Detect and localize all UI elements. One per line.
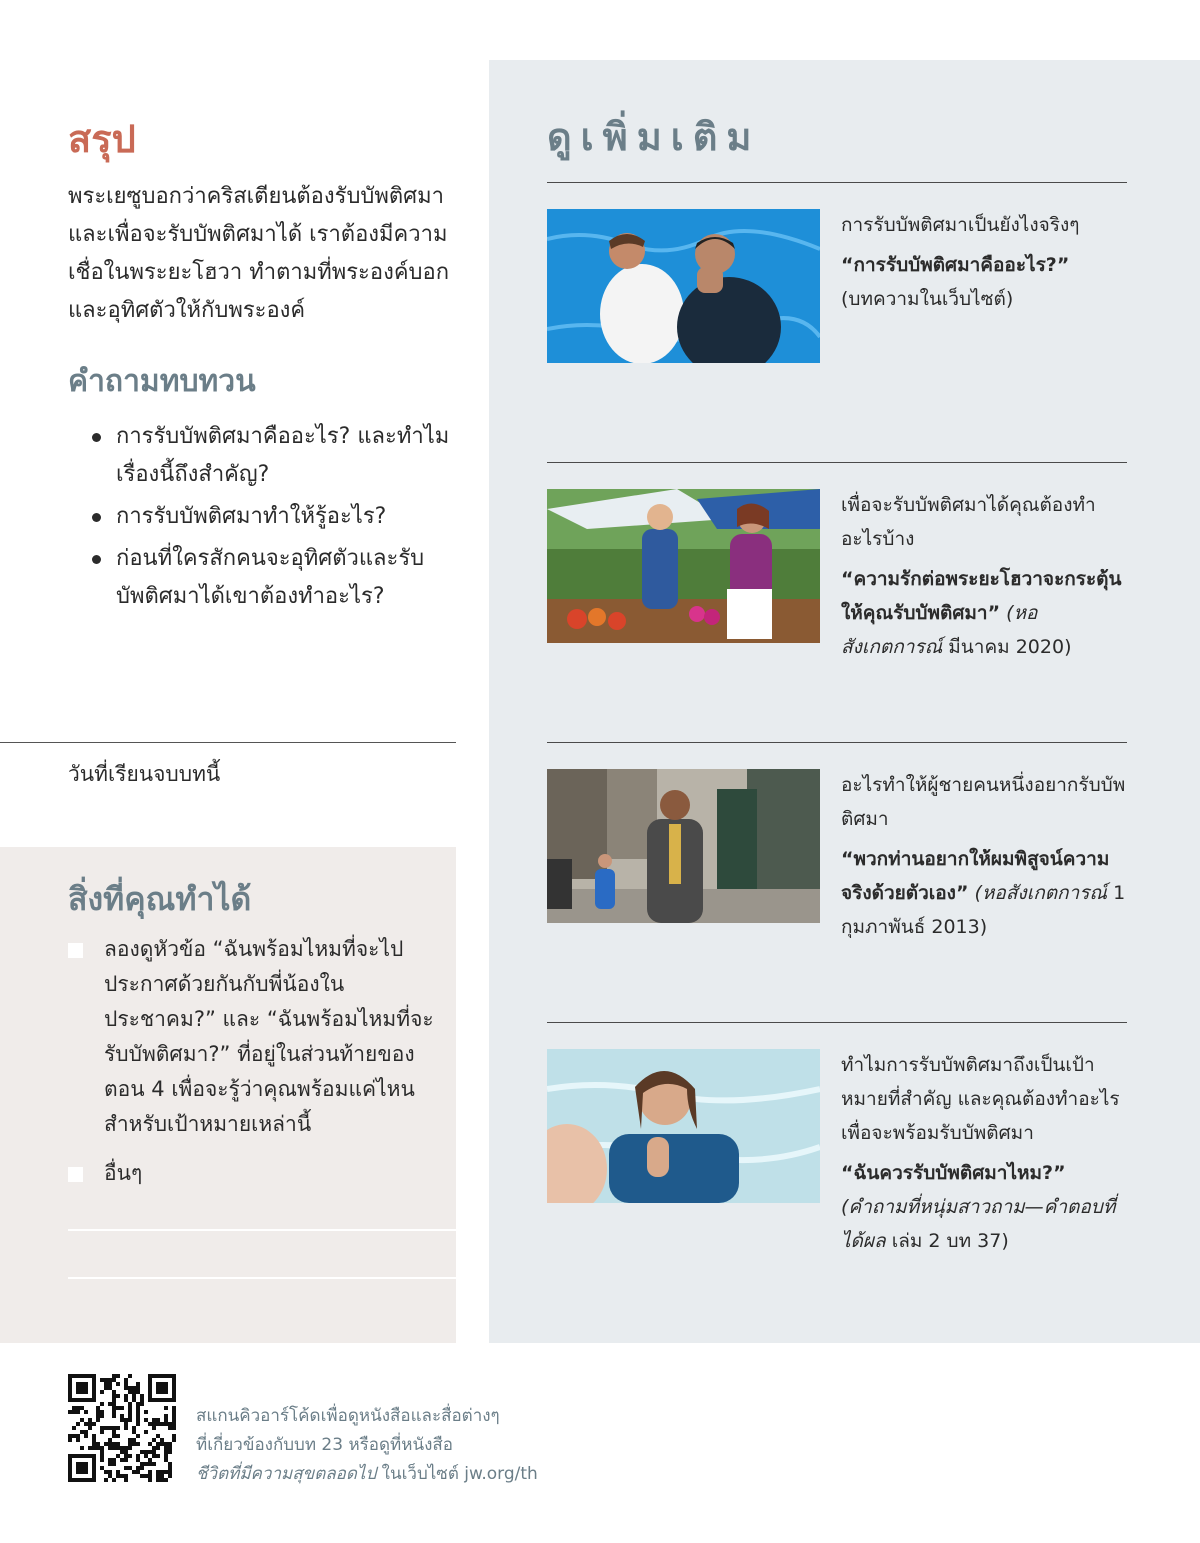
checkbox-icon[interactable] (68, 943, 83, 958)
market-conversation-photo (547, 489, 820, 643)
reference-title: “ฉันควรรับบัพติศมาไหม?” (841, 1162, 1066, 1184)
see-more-item-reference[interactable] (841, 1156, 1131, 1258)
summary-text: พระเยซูบอกว่าคริสเตียนต้องรับบัพติศมา และเพื่อจะรับบัพติศมาได้ เราต้องมีความเชื่อในพระยะโฮวา ทำตามที่พระองค์บอก และอุทิศตัวให้กับพระองค์ (68, 184, 450, 323)
see-more-title: ดูเพิ่มเติม (547, 115, 761, 159)
write-in-line (68, 1229, 456, 1231)
reference-title: “การรับบัพติศมาคืออะไร?” (841, 254, 1070, 276)
footer-text (196, 1402, 616, 1489)
write-in-line (68, 1277, 456, 1279)
section-divider (547, 742, 1127, 743)
action-item (68, 1156, 448, 1191)
footer-book-title[interactable]: ชีวิตที่มีความสุขตลอดไป (196, 1464, 377, 1484)
see-more-item (841, 1048, 1131, 1258)
review-question: การรับบัพติศมาคืออะไร? และทำไมเรื่องนี้ถึงสำคัญ? (92, 418, 452, 494)
reference-source-tail: เล่ม 2 บท 37) (885, 1230, 1009, 1252)
see-more-item (841, 208, 1131, 316)
footer-line-2: ที่เกี่ยวข้องกับบท 23 หรือดูที่หนังสือ (196, 1435, 453, 1455)
section-divider (547, 462, 1127, 463)
see-more-item-description: อะไรทำให้ผู้ชายคนหนึ่งอยากรับบัพติศมา (841, 774, 1126, 830)
completion-date-rule (0, 742, 456, 743)
see-more-item-description: ทำไมการรับบัพติศมาถึงเป็นเป้าหมายที่สำคัญ และคุณต้องทำอะไรเพื่อจะพร้อมรับบัพติศมา (841, 1054, 1120, 1144)
city-street-man-photo (547, 769, 820, 923)
section-divider (547, 1022, 1127, 1023)
reference-source-tail: มีนาคม 2020) (942, 636, 1072, 658)
actions-title: สิ่งที่คุณทำได้ (68, 880, 252, 918)
summary-title: สรุป (68, 117, 136, 161)
review-question: การรับบัพติศมาทำให้รู้อะไร? (92, 498, 452, 536)
see-more-item-description: เพื่อจะรับบัพติศมาได้คุณต้องทำอะไรบ้าง (841, 494, 1096, 550)
review-question: ก่อนที่ใครสักคนจะอุทิศตัวและรับบัพติศมาได้เขาต้องทำอะไร? (92, 540, 452, 616)
see-more-item-reference[interactable] (841, 842, 1131, 944)
review-questions-title: คำถามทบทวน (68, 364, 256, 399)
actions-list (68, 932, 448, 1205)
see-more-item-description: การรับบัพติศมาเป็นยังไงจริงๆ (841, 214, 1080, 236)
checkbox-icon[interactable] (68, 1167, 83, 1182)
action-item-text: ลองดูหัวข้อ “ฉันพร้อมไหมที่จะไปประกาศด้วยกันกับพี่น้องในประชาคม?” และ “ฉันพร้อมไหมที่จะรับบัพติศมา?” ที่อยู่ในส่วนท้ายของตอน 4 เพื่อจะรู้ว่าคุณพร้อมแค่ไหนสำหรับเป้าหมายเหล่านี้ (104, 937, 434, 1136)
reference-title: “ความรักต่อพระยะโฮวาจะกระตุ้นให้คุณรับบัพติศมา” (841, 568, 1122, 624)
reference-source: (หอสังเกตการณ์ (974, 882, 1108, 904)
section-divider (547, 182, 1127, 183)
see-more-item (841, 488, 1131, 664)
reference-source-tail: 1 กุมภาพันธ์ 2013) (841, 882, 1126, 938)
completion-date-label: วันที่เรียนจบบทนี้ (68, 762, 221, 786)
reference-source: (หอสังเกตการณ์ (841, 602, 1038, 658)
see-more-item-reference[interactable] (841, 562, 1131, 664)
baptism-pool-photo (547, 209, 820, 363)
reference-title: “พวกท่านอยากให้ผมพิสูจน์ความจริงด้วยตัวเอง” (841, 848, 1110, 904)
see-more-item-reference[interactable] (841, 248, 1131, 316)
action-item-text: อื่นๆ (104, 1161, 143, 1185)
footer-line-1: สแกนคิวอาร์โค้ดเพื่อดูหนังสือและสื่อต่างๆ (196, 1406, 500, 1426)
young-woman-baptism-photo (547, 1049, 820, 1203)
action-item (68, 932, 448, 1142)
reference-source: (คำถามที่หนุ่มสาวถาม—คำตอบที่ได้ผล (841, 1196, 1116, 1252)
reference-source: (บทความในเว็บไซต์) (841, 288, 1014, 310)
qr-code-icon[interactable] (68, 1374, 176, 1482)
see-more-item (841, 768, 1131, 944)
footer-website[interactable]: ในเว็บไซต์ jw.org/th (376, 1464, 538, 1484)
review-questions-list (92, 418, 452, 620)
